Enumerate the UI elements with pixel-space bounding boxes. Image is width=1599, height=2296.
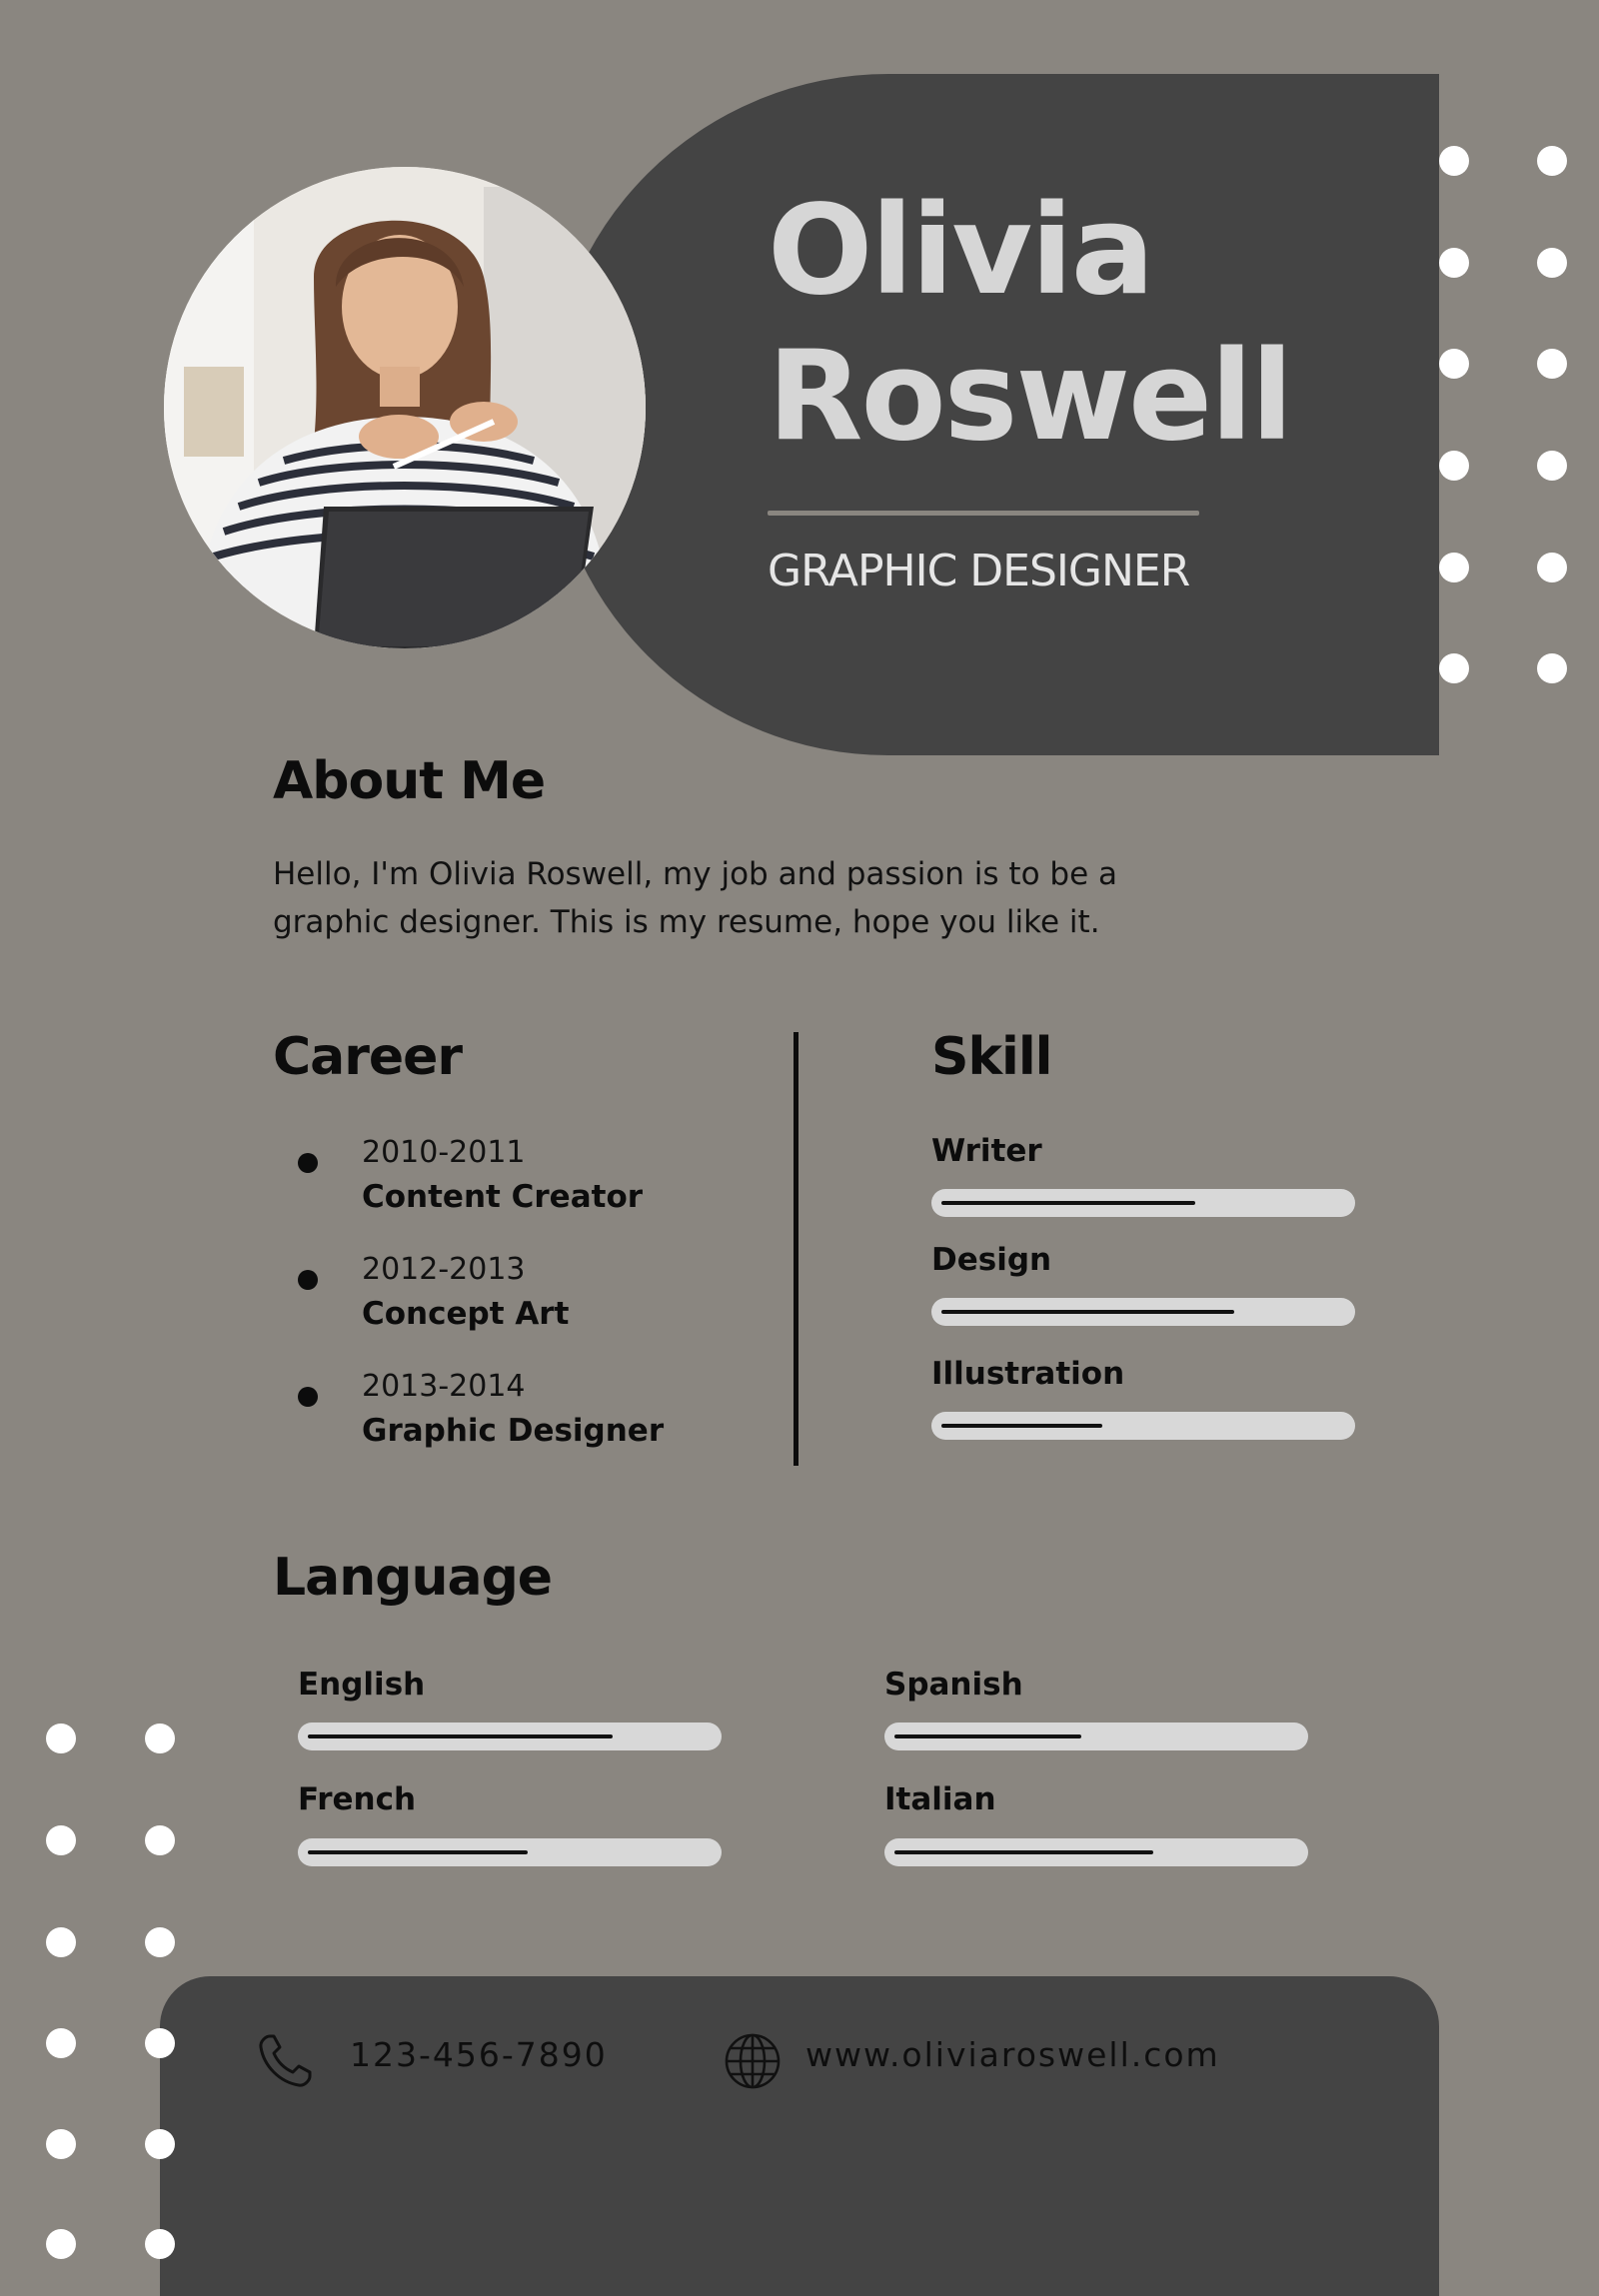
career-role: Graphic Designer bbox=[362, 1413, 665, 1449]
decor-dot bbox=[1439, 248, 1469, 278]
skill-bar bbox=[931, 1412, 1355, 1440]
skill-bar bbox=[931, 1298, 1355, 1326]
decor-dot bbox=[1439, 451, 1469, 481]
website-link[interactable]: www.oliviaroswell.com bbox=[805, 2035, 1220, 2074]
language-bar bbox=[298, 1722, 722, 1750]
phone-icon bbox=[256, 2032, 314, 2090]
decor-dot bbox=[46, 1927, 76, 1957]
decor-dot bbox=[1537, 653, 1567, 683]
decor-dot bbox=[1439, 553, 1469, 582]
skill-label: Writer bbox=[931, 1133, 1042, 1169]
decor-dot bbox=[145, 1825, 175, 1855]
language-heading: Language bbox=[273, 1548, 553, 1608]
decor-dot bbox=[145, 1927, 175, 1957]
column-divider bbox=[794, 1032, 799, 1466]
skill-bar-fill bbox=[941, 1201, 1195, 1205]
skill-bar-fill bbox=[941, 1424, 1102, 1428]
job-title: GRAPHIC DESIGNER bbox=[768, 546, 1190, 596]
decor-dot bbox=[145, 2229, 175, 2259]
language-label: French bbox=[298, 1781, 417, 1817]
language-bar-fill bbox=[894, 1734, 1081, 1738]
globe-icon bbox=[724, 2032, 782, 2090]
decor-dot bbox=[46, 1723, 76, 1753]
career-heading: Career bbox=[273, 1027, 463, 1087]
language-bar-fill bbox=[894, 1850, 1153, 1854]
language-bar bbox=[884, 1838, 1308, 1866]
career-role: Content Creator bbox=[362, 1179, 644, 1215]
decor-dot bbox=[1537, 146, 1567, 176]
career-years: 2010-2011 bbox=[362, 1135, 526, 1170]
contact-footer bbox=[160, 1976, 1439, 2296]
decor-dot bbox=[46, 1825, 76, 1855]
decor-dot bbox=[46, 2129, 76, 2159]
career-years: 2012-2013 bbox=[362, 1252, 526, 1287]
title-divider bbox=[768, 511, 1199, 516]
about-text-line: graphic designer. This is my resume, hope you like it. bbox=[273, 904, 1100, 940]
career-years: 2013-2014 bbox=[362, 1369, 526, 1404]
decor-dot bbox=[1439, 146, 1469, 176]
decor-dot bbox=[1537, 248, 1567, 278]
about-text bbox=[273, 850, 1172, 946]
skill-bar bbox=[931, 1189, 1355, 1217]
skill-bar-fill bbox=[941, 1310, 1234, 1314]
decor-dot bbox=[46, 2028, 76, 2058]
decor-dot bbox=[145, 2129, 175, 2159]
language-label: English bbox=[298, 1667, 426, 1703]
decor-dot bbox=[1439, 653, 1469, 683]
decor-dot bbox=[1439, 349, 1469, 379]
language-bar-fill bbox=[308, 1734, 613, 1738]
decor-dot bbox=[145, 1723, 175, 1753]
language-bar-fill bbox=[308, 1850, 528, 1854]
skill-heading: Skill bbox=[931, 1027, 1052, 1087]
profile-photo-illustration bbox=[164, 167, 646, 648]
bullet-icon bbox=[298, 1270, 318, 1290]
bullet-icon bbox=[298, 1153, 318, 1173]
phone-number[interactable]: 123-456-7890 bbox=[350, 2035, 608, 2074]
decor-dot bbox=[46, 2229, 76, 2259]
decor-dot bbox=[145, 2028, 175, 2058]
skill-label: Illustration bbox=[931, 1356, 1125, 1392]
decor-dot bbox=[1537, 349, 1567, 379]
full-name bbox=[768, 178, 1291, 470]
profile-photo bbox=[164, 167, 646, 648]
skill-label: Design bbox=[931, 1242, 1052, 1278]
language-bar bbox=[298, 1838, 722, 1866]
language-bar bbox=[884, 1722, 1308, 1750]
first-name: Olivia bbox=[768, 179, 1153, 323]
language-label: Spanish bbox=[884, 1667, 1023, 1703]
bullet-icon bbox=[298, 1387, 318, 1407]
decor-dot bbox=[1537, 553, 1567, 582]
decor-dot bbox=[1537, 451, 1567, 481]
about-heading: About Me bbox=[273, 751, 546, 811]
language-label: Italian bbox=[884, 1781, 996, 1817]
about-text-line: Hello, I'm Olivia Roswell, my job and passion is to be a bbox=[273, 856, 1117, 892]
last-name: Roswell bbox=[768, 325, 1292, 469]
career-role: Concept Art bbox=[362, 1296, 570, 1332]
